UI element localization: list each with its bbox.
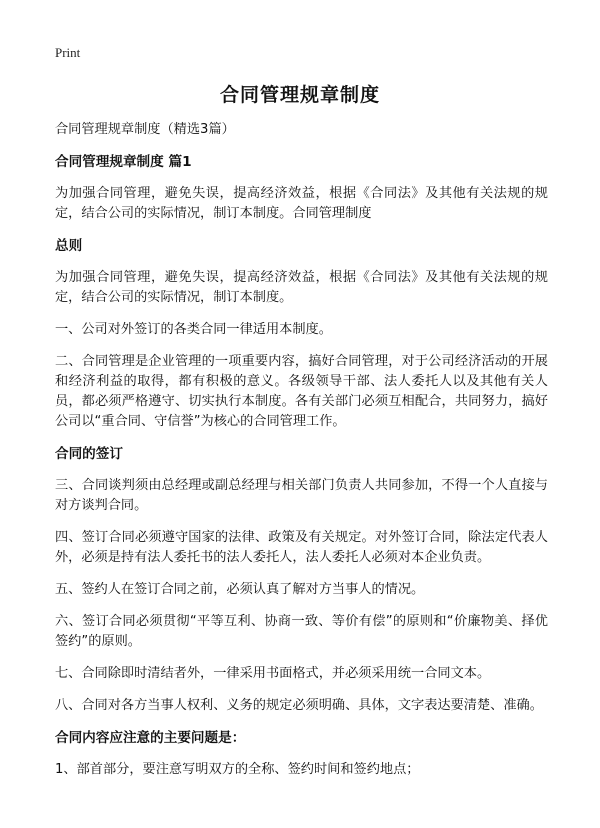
print-link[interactable]: Print: [55, 45, 81, 60]
article-5: 五、签约人在签订合同之前，必须认真了解对方当事人的情况。: [55, 582, 425, 597]
article-7: 七、合同除即时清结者外，一律采用书面格式，并必须采用统一合同文本。: [55, 666, 491, 681]
article-2: 二、合同管理是企业管理的一项重要内容，搞好合同管理，对于公司经济活动的开展和经济利益的取得，都有积极的意义。各级领导干部、法人委托人以及其他有关人员，都必须严格遵守、切实执行本制度。各有关部门必须互相配合，共同努力，搞好公司以“重合同、守信誉”为核心的合同管理工作。: [55, 354, 548, 429]
document-subtitle: 合同管理规章制度（精选3篇）: [55, 122, 235, 137]
article-3: 三、合同谈判须由总经理或副总经理与相关部门负责人共同参加，不得一个人直接与对方谈判合同。: [55, 478, 548, 513]
intro-paragraph-2: 为加强合同管理，避免失误，提高经济效益，根据《合同法》及其他有关法规的规定，结合公司的实际情况，制订本制度。: [55, 270, 548, 305]
point-1: 1、部首部分，要注意写明双方的全称、签约时间和签约地点；: [55, 762, 420, 777]
article-1: 一、公司对外签订的各类合同一律适用本制度。: [55, 322, 332, 337]
document-body: [55, 120, 548, 792]
article-6: 六、签订合同必须贯彻“平等互利、协商一致、等价有偿”的原则和“价廉物美、择优签约”的原则。: [55, 614, 548, 649]
section-heading-signing: 合同的签订: [55, 446, 123, 462]
section-heading-part1: 合同管理规章制度 篇1: [55, 154, 192, 170]
section-heading-key-points: 合同内容应注意的主要问题是：: [55, 730, 246, 746]
page-title: 合同管理规章制度: [219, 84, 380, 106]
article-8: 八、合同对各方当事人权利、义务的规定必须明确、具体，文字表达要清楚、准确。: [55, 698, 543, 713]
intro-paragraph-1: 为加强合同管理，避免失误，提高经济效益，根据《合同法》及其他有关法规的规定，结合公司的实际情况，制订本制度。合同管理制度: [55, 186, 548, 221]
section-heading-general: 总则: [55, 238, 83, 254]
article-4: 四、签订合同必须遵守国家的法律、政策及有关规定。对外签订合同，除法定代表人外，必须是持有法人委托书的法人委托人，法人委托人必须对本企业负责。: [55, 530, 548, 565]
